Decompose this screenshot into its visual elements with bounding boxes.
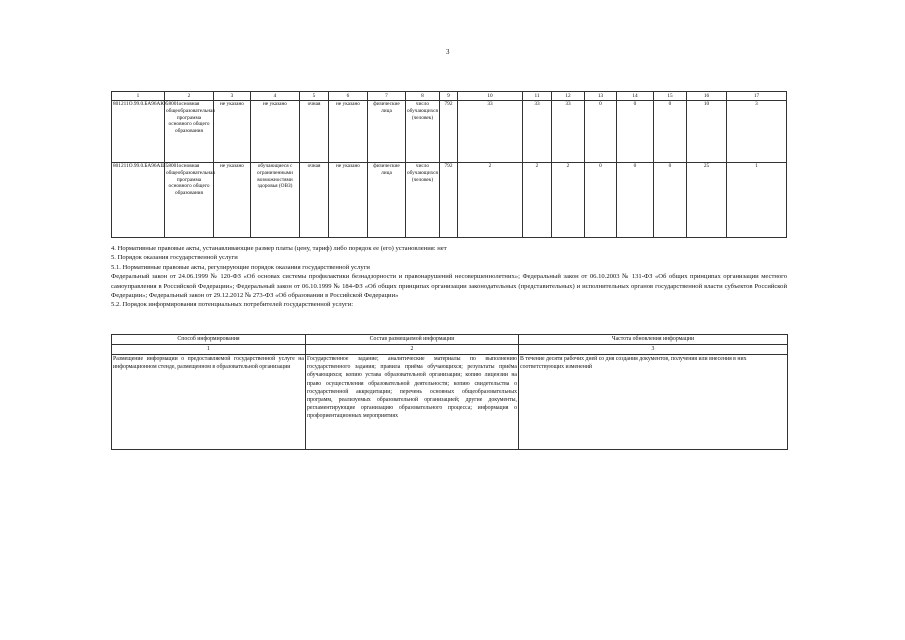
header-cell: 12 [552, 92, 585, 101]
header-cell: 3 [214, 92, 251, 101]
header-cell: 6 [329, 92, 368, 101]
header-row [112, 92, 787, 101]
informing-table [111, 334, 788, 450]
table-cell: 33 [552, 101, 585, 163]
table-cell: очная [300, 163, 329, 238]
table-cell: 10 [687, 101, 727, 163]
table-cell: 0 [617, 101, 654, 163]
table-row [112, 355, 788, 450]
header-cell: 16 [687, 92, 727, 101]
table-cell: 0 [617, 163, 654, 238]
table-cell: очная [300, 101, 329, 163]
table-cell: число обучающихся (человек) [406, 101, 440, 163]
header-cell: 13 [585, 92, 617, 101]
table-row [112, 101, 787, 163]
table-cell: Государственное задание; аналитические материалы по выполнению государственного задания; правила приёма обучающихся; результаты приёма обучающихся; копию устава образовательной организации; копию лицензии на право осуществления образовательной деятельности; копию свидетельства о государственной аккредитации; перечень основных общеобразовательных программ, реализуемых образовательной организацией; другие документы, регламентирующие организацию образовательного процесса; информация о профориентационных мероприятиях [306, 355, 519, 450]
table-cell: 2 [552, 163, 585, 238]
table-cell: число обучающихся (человек) [406, 163, 440, 238]
table-cell: не указано [251, 101, 300, 163]
table-cell: 2 [523, 163, 552, 238]
table-cell: не указано [329, 163, 368, 238]
table-cell: 2 [458, 163, 523, 238]
table-cell: 0 [654, 101, 687, 163]
header-cell: 2 [165, 92, 214, 101]
procedure-section [111, 244, 787, 310]
table-cell: 3 [727, 101, 787, 163]
header-cell: 15 [654, 92, 687, 101]
header-cell: Частота обновления информации [519, 335, 788, 345]
table-row [112, 163, 787, 238]
table-cell: основная общеобразовательная программа основного общего образования [165, 101, 214, 163]
table-cell: 801211О.99.0.БА96АЮ58001 [112, 101, 165, 163]
table-cell: 1 [112, 345, 306, 355]
section-5-heading: 5. Порядок оказания государственной услуги [111, 254, 238, 262]
header-cell: 9 [440, 92, 458, 101]
table-cell: 1 [727, 163, 787, 238]
table-cell: обучающиеся с ограниченными возможностями здоровья (ОВЗ) [251, 163, 300, 238]
header-cell: Способ информирования [112, 335, 306, 345]
table-cell: 25 [687, 163, 727, 238]
table-cell: Размещение информации о предоставляемой государственной услуге на информационном стенде, размещенном в образовательной организации [112, 355, 306, 450]
table-cell: 0 [585, 163, 617, 238]
table-cell: не указано [214, 101, 251, 163]
header-cell: 4 [251, 92, 300, 101]
section-5-1-text: Федеральный закон от 24.06.1999 № 120-ФЗ «Об основах системы профилактики безнадзорности и правонарушений несовершеннолетних»; Федеральный закон от 06.10.2003 № 131-ФЗ «Об общих принципах организации местного самоуправления в Российской Федерации»; Федеральный закон от 06.10.1999 № 184-ФЗ «Об общих принципах организации законодательных (представительных) и исполнительных органов государственной власти субъектов Российской Федерации»; Федеральный закон от 29.12.2012 № 273-ФЗ «Об образовании в Российской Федерации» [111, 273, 787, 300]
section-5-1-heading: 5.1. Нормативные правовые акты, регулирующие порядок оказания государственной услуги [111, 263, 370, 271]
table-cell: 33 [523, 101, 552, 163]
services-volume-table [111, 91, 787, 238]
page-number: 3 [446, 48, 450, 56]
table-cell: основная общеобразовательная программа основного общего образования [165, 163, 214, 238]
header-cell: 5 [300, 92, 329, 101]
table-cell: 2 [306, 345, 519, 355]
table-cell: не указано [329, 101, 368, 163]
table-cell: В течение десяти рабочих дней со дня создания документов, получения или внесения в них соответствующих изменений [519, 355, 788, 450]
header-cell: 14 [617, 92, 654, 101]
header-cell: 11 [523, 92, 552, 101]
table-cell: 792 [440, 163, 458, 238]
section-5-2-heading: 5.2. Порядок информирования потенциальных потребителей государственной услуги: [111, 301, 354, 309]
table-cell: 33 [458, 101, 523, 163]
header-row [112, 335, 788, 345]
header-cell: 1 [112, 92, 165, 101]
table-cell: 0 [654, 163, 687, 238]
table-cell: 0 [585, 101, 617, 163]
table-cell: 3 [519, 345, 788, 355]
table-cell: не указано [214, 163, 251, 238]
header-cell: 7 [368, 92, 406, 101]
table-cell: 792 [440, 101, 458, 163]
header-cell: 17 [727, 92, 787, 101]
number-row [112, 345, 788, 355]
section-4-heading: 4. Нормативные правовые акты, устанавливающие размер платы (цену, тариф) либо порядок ее (его) установления: нет [111, 245, 447, 252]
table-cell: 801211О.99.0.БА96АШ58001 [112, 163, 165, 238]
table-cell: физические лица [368, 163, 406, 238]
table-cell: физические лица [368, 101, 406, 163]
header-cell: Состав размещаемой информации [306, 335, 519, 345]
header-cell: 10 [458, 92, 523, 101]
header-cell: 8 [406, 92, 440, 101]
